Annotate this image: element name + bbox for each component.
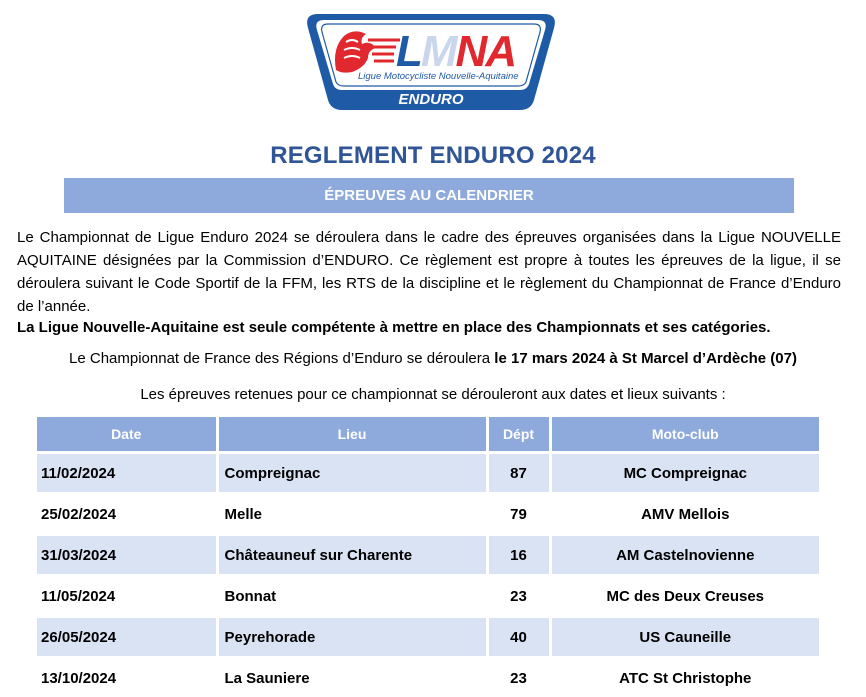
table-header-row	[37, 417, 819, 453]
cell-dept: 87	[487, 453, 550, 494]
table-row	[37, 494, 819, 535]
header-dept: Dépt	[487, 417, 550, 453]
dates-intro: Les épreuves retenues pour ce championnat se dérouleront aux dates et lieux suivants :	[0, 385, 866, 405]
cell-lieu: Châteauneuf sur Charente	[217, 535, 487, 576]
logo-acronym: LMNA	[396, 27, 515, 76]
table-row	[37, 453, 819, 494]
logo-discipline: ENDURO	[398, 91, 463, 108]
cell-date: 11/02/2024	[37, 453, 217, 494]
cell-club: US Cauneille	[550, 617, 819, 658]
logo-federation-name: Ligue Motocycliste Nouvelle-Aquitaine	[358, 71, 519, 82]
header-date: Date	[37, 417, 217, 453]
cell-dept: 16	[487, 535, 550, 576]
cell-lieu: Melle	[217, 494, 487, 535]
lmna-enduro-logo	[296, 8, 566, 114]
cell-date: 31/03/2024	[37, 535, 217, 576]
championship-date-location: le 17 mars 2024 à St Marcel d’Ardèche (07)	[494, 350, 797, 367]
logo-graphic	[296, 8, 566, 114]
cell-club: MC Compreignac	[550, 453, 819, 494]
header-lieu: Lieu	[217, 417, 487, 453]
intro-paragraph: Le Championnat de Ligue Enduro 2024 se déroulera dans le cadre des épreuves organisées dans la Ligue NOUVELLE AQUITAINE désignées par la Commission d’ENDURO. Ce règlement est propre à toutes les épreuves de la ligue, il se déroulera suivant le Code Sportif de la FFM, les RTS de la discipline et le règlement du Championnat de France d’Enduro de l’année.	[17, 226, 841, 318]
cell-dept: 23	[487, 658, 550, 697]
cell-lieu: Bonnat	[217, 576, 487, 617]
table-row	[37, 576, 819, 617]
cell-club: ATC St Christophe	[550, 658, 819, 697]
events-table	[37, 417, 819, 697]
championship-text: Le Championnat de France des Régions d’Enduro se déroulera	[69, 350, 494, 367]
championship-announcement	[0, 349, 866, 369]
cell-date: 13/10/2024	[37, 658, 217, 697]
cell-lieu: Peyrehorade	[217, 617, 487, 658]
cell-club: MC des Deux Creuses	[550, 576, 819, 617]
section-title: ÉPREUVES AU CALENDRIER	[64, 187, 794, 204]
league-statement: La Ligue Nouvelle-Aquitaine est seule compétente à mettre en place des Championnats et ses catégories.	[17, 318, 847, 338]
cell-club: AMV Mellois	[550, 494, 819, 535]
cell-date: 25/02/2024	[37, 494, 217, 535]
header-club: Moto-club	[550, 417, 819, 453]
cell-date: 11/05/2024	[37, 576, 217, 617]
section-banner	[64, 178, 794, 213]
table-row	[37, 535, 819, 576]
cell-lieu: La Sauniere	[217, 658, 487, 697]
cell-dept: 79	[487, 494, 550, 535]
table-row	[37, 658, 819, 697]
table-row	[37, 617, 819, 658]
cell-club: AM Castelnovienne	[550, 535, 819, 576]
cell-date: 26/05/2024	[37, 617, 217, 658]
cell-dept: 40	[487, 617, 550, 658]
cell-dept: 23	[487, 576, 550, 617]
cell-lieu: Compreignac	[217, 453, 487, 494]
page-title: REGLEMENT ENDURO 2024	[0, 142, 866, 170]
